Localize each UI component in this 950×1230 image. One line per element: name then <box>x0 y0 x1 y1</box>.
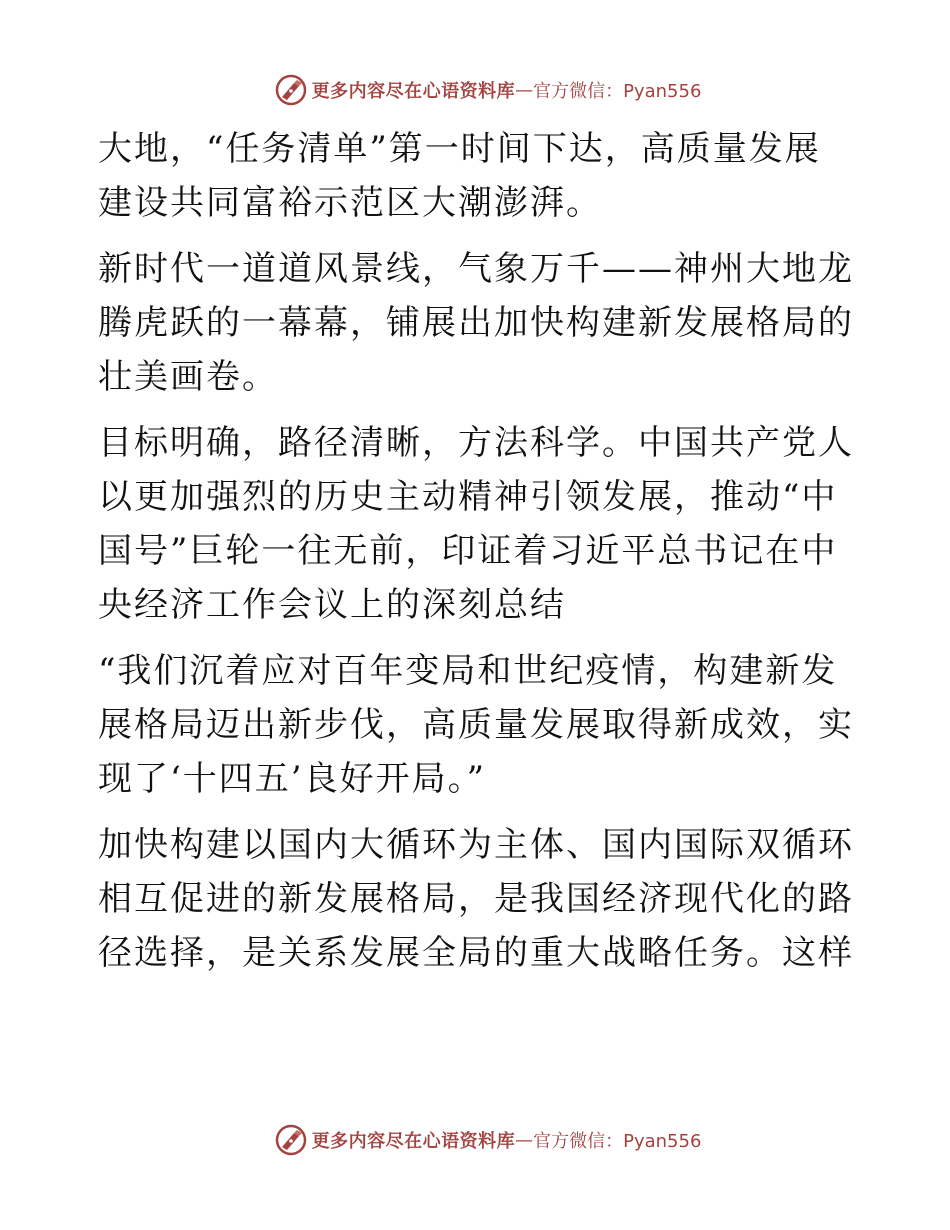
header-banner <box>0 70 950 110</box>
header-banner-inner <box>274 73 702 107</box>
header-banner-dash: — <box>515 79 534 101</box>
paragraph-1: 大地，“任务清单”第一时间下达，高质量发展建设共同富裕示范区大潮澎湃。 <box>98 129 821 223</box>
document-body <box>98 122 854 992</box>
footer-banner-dash: — <box>515 1129 534 1151</box>
paragraph-4: “我们沉着应对百年变局和世纪疫情，构建新发展格局迈出新步伐，高质量发展取得新成效，实现了‘十四五’良好开局。” <box>98 651 854 799</box>
pen-nib-logo-icon <box>274 1123 308 1157</box>
footer-banner-inner <box>274 1123 702 1157</box>
footer-banner <box>0 1120 950 1160</box>
paragraph-3: 目标明确，路径清晰，方法科学。中国共产党人以更加强烈的历史主动精神引领发展，推动“中国号”巨轮一往无前，印证着习近平总书记在中央经济工作会议上的深刻总结 <box>98 423 854 625</box>
header-wechat-id: 官方微信：Pyan556 <box>533 81 702 102</box>
paragraph-5: 加快构建以国内大循环为主体、国内国际双循环相互促进的新发展格局，是我国经济现代化的路径选择，是关系发展全局的重大战略任务。这样 <box>98 825 854 973</box>
header-banner-text: 更多内容尽在心语资料库 <box>311 81 516 102</box>
footer-wechat-id: 官方微信：Pyan556 <box>533 1131 702 1152</box>
pen-nib-logo-icon <box>274 73 308 107</box>
footer-banner-text: 更多内容尽在心语资料库 <box>311 1131 516 1152</box>
paragraph-2: 新时代一道道风景线，气象万千——神州大地龙腾虎跃的一幕幕，铺展出加快构建新发展格局的壮美画卷。 <box>98 249 854 397</box>
